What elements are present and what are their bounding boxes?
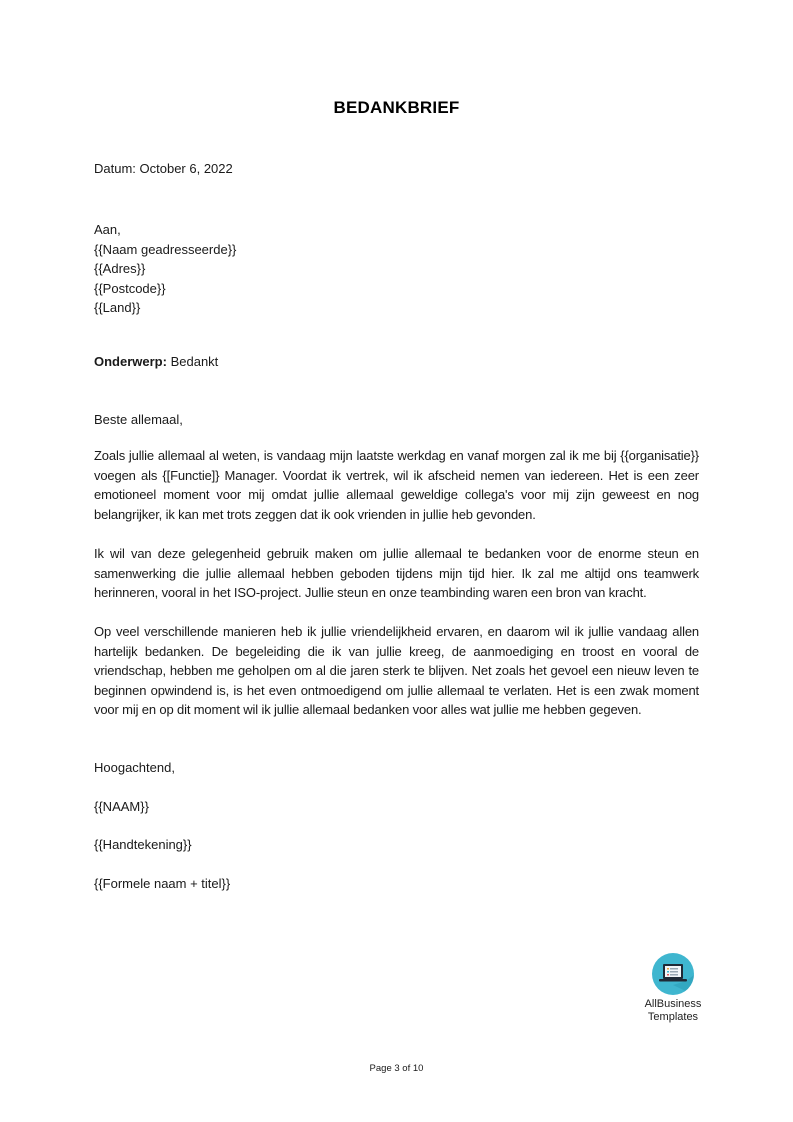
logo-text [640,998,706,1023]
subject-value: Bedankt [166,354,219,369]
subject-line [94,352,218,372]
logo-line-1: AllBusiness [644,998,702,1010]
signature-formal-name-title: {{Formele naam + titel}} [94,876,231,891]
date-line: Datum: October 6, 2022 [94,161,233,176]
signature-handtekening: {{Handtekening}} [94,837,192,852]
signature-name: {{NAAM}} [94,799,149,814]
laptop-icon [652,953,694,995]
subject-label: Onderwerp: [94,354,167,369]
recipient-block [94,220,236,318]
closing: Hoogachtend, [94,760,175,775]
recipient-name: {{Naam geadresseerde}} [94,241,237,257]
logo-line-2: Templates [647,1010,699,1023]
body-paragraph-1: Zoals jullie allemaal al weten, is vandaag mijn laatste werkdag en vanaf morgen zal ik me bij {{organisatie}} voegen als {[Functie]} Manager. Voordat ik vertrek, wil ik afscheid nemen van iedereen. Het is een zeer emotioneel moment voor mij omdat jullie allemaal geweldige collega's voor mij zijn geweest en nog belangrijker, ik kan met trots zeggen dat ik ook vrienden in jullie heb gevonden. [94,448,699,522]
body-paragraph-3: Op veel verschillende manieren heb ik jullie vriendelijkheid ervaren, en daarom wil ik jullie vandaag allen hartelijk bedanken. De begeleiding die ik van jullie kreeg, de aanmoediging en troost en vooral de vriendschap, hebben me geholpen om al die jaren sterk te blijven. Net zoals het gevoel een nieuw leven te beginnen opwindend is, is het even ontmoedigend om jullie allemaal te verlaten. Het is een zwak moment voor mij en op dit moment wil ik jullie allemaal bedanken voor alles wat jullie me hebben gegeven. [94,624,699,718]
recipient-country: {{Land}} [94,300,141,315]
page-title: BEDANKBRIEF [333,98,460,117]
allbusiness-templates-logo [640,953,706,1023]
recipient-postcode: {{Postcode}} [94,280,166,296]
body-paragraph-2: Ik wil van deze gelegenheid gebruik maken om jullie allemaal te bedanken voor de enorme steun en samenwerking die jullie allemaal hebben geboden tijdens mijn tijd hier. Ik zal me altijd ons teamwerk herinneren, vooral in het ISO-project. Jullie steun en onze teambinding waren een bron van kracht. [94,546,699,601]
recipient-salutation: Aan, [94,222,121,237]
page-number: Page 3 of 10 [369,1063,424,1074]
greeting: Beste allemaal, [94,412,183,427]
recipient-address: {{Adres}} [94,261,146,276]
